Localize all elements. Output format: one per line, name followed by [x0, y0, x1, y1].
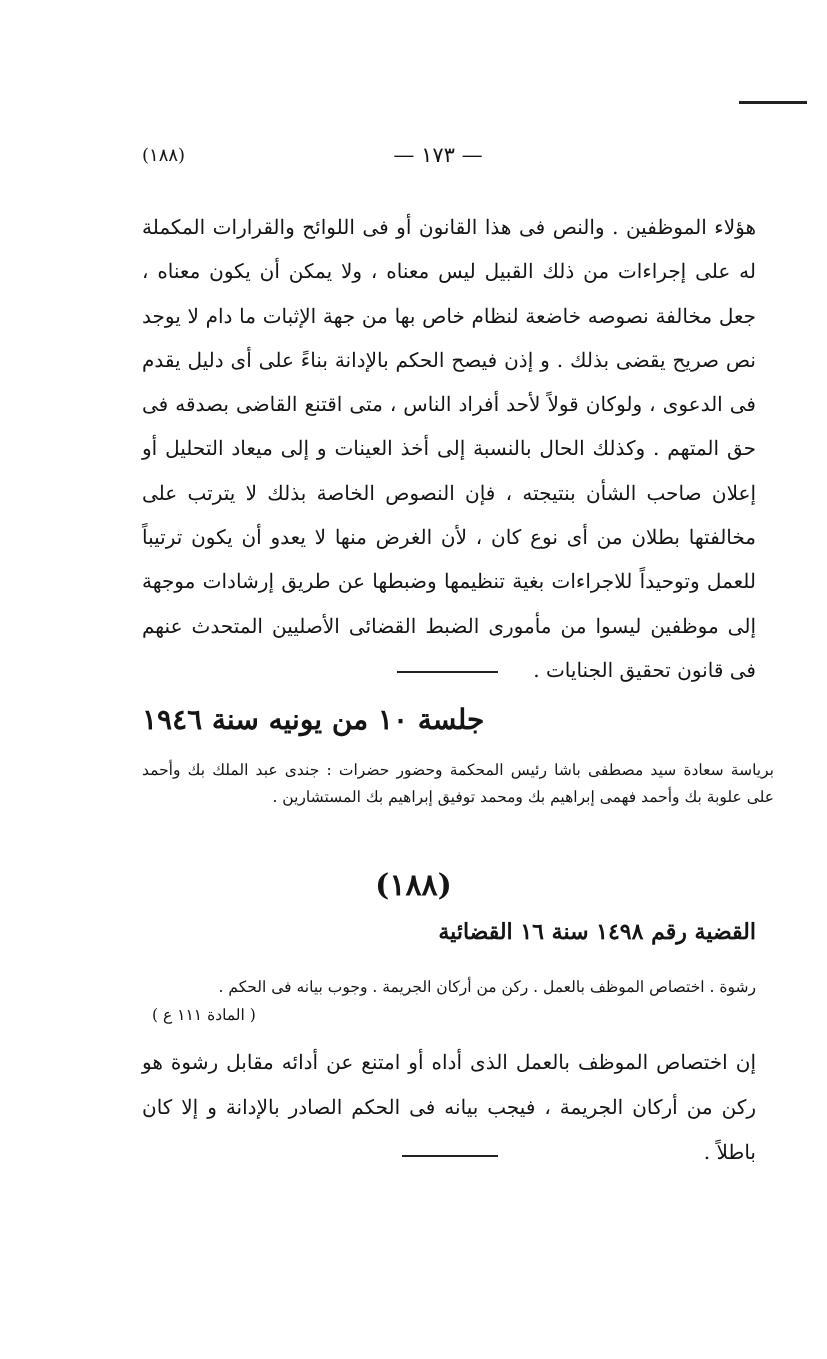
body-paragraph: هؤلاء الموظفين . والنص فى هذا القانون أو فى اللوائح والقرارات المكملة له على إجراءات من ذلك القبيل ليس معناه ، ولا يمكن أن يكون معناه ، جعل مخالفة نصوصه خاضعة لنظام خاص بها من جهة الإثبات ما دام لا يوجد نص صريح يقضى بذلك . و إذن فيصح الحكم بالإدانة بناءً على أى دليل يقدم فى الدعوى ، ولوكان قولاً لأحد أفراد الناس ، متى اقتنع القاضى بصدقه فى حق المتهم . وكذلك الحال بالنسبة إلى أخذ العينات و إلى ميعاد التحليل أو إعلان صاحب الشأن بنتيجته ، فإن النصوص الخاصة بذلك لا يترتب على مخالفتها بطلان من أى نوع كان ، لأن الغرض منها لا يعدو أن يكون ترتيباً للعمل وتوحيداً للاجراءات بغية تنظيمها وضبطها عن طريق إرشادات موجهة إلى موظفين ليسوا من مأمورى الضبط القضائى الأصليين المتحدث عنهم فى قانون تحقيق الجنايات . [142, 215, 756, 682]
ruling-paragraph: إن اختصاص الموظف بالعمل الذى أداه أو امتنع عن أدائه مقابل رشوة هو ركن من أركان الجريمة ، فيجب بيانه فى الحكم الصادر بالإدانة و إلا كان باطلاً . [142, 1050, 756, 1164]
case-title: القضية رقم ١٤٩٨ سنة ١٦ القضائية [438, 919, 756, 945]
page-header [0, 143, 827, 173]
case-keywords: رشوة . اختصاص الموظف بالعمل . ركن من أركان الجريمة . وجوب بيانه فى الحكم . [218, 978, 756, 996]
page-number: — ١٧٣ — [393, 143, 483, 167]
running-case-ref: (١٨٨) [142, 145, 186, 166]
end-divider [402, 1155, 498, 1157]
session-title: جلسة ١٠ من يونيه سنة ١٩٤٦ [142, 703, 485, 736]
article-reference: ( المادة ١١١ ع ) [152, 1006, 256, 1024]
corner-rule [739, 101, 807, 104]
session-description: برياسة سعادة سيد مصطفى باشا رئيس المحكمة وحضور حضرات : جندى عبد الملك بك وأحمد على علوبة بك وأحمد فهمى إبراهيم بك ومحمد توفيق إبراهيم بك المستشارين . [142, 761, 774, 806]
section-divider [397, 671, 498, 673]
case-number: (١٨٨) [375, 868, 452, 903]
